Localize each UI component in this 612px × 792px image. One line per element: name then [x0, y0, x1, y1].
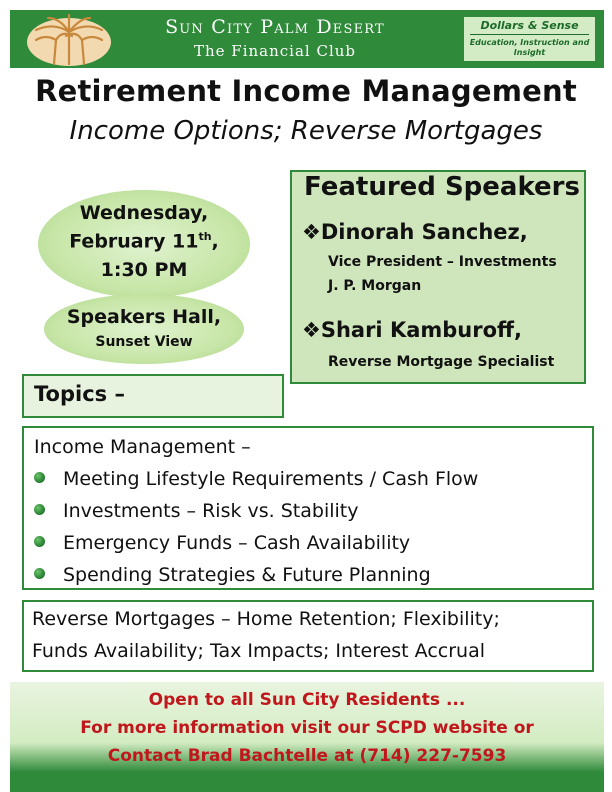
featured-speakers-box: [290, 170, 586, 384]
event-date-ellipse: [38, 190, 250, 298]
bullet-text: Emergency Funds – Cash Availability: [63, 532, 411, 554]
footer-banner: [10, 682, 604, 792]
club-subtitle: The Financial Club: [193, 42, 357, 60]
list-item: [34, 500, 358, 522]
event-date-end: ,: [211, 230, 219, 253]
event-place-sub: Sunset View: [95, 334, 193, 350]
topics-label: Topics –: [34, 382, 125, 406]
list-item: [34, 564, 431, 586]
page-title: Retirement Income Management: [35, 74, 577, 108]
footer-line-3: Contact Brad Bachtelle at (714) 227-7593: [107, 746, 507, 766]
bullet-icon: [34, 472, 45, 483]
footer-line-2: For more information visit our SCPD website or: [80, 718, 534, 738]
dollars-sense-badge: [462, 15, 597, 63]
speaker-name: ❖Dinorah Sanchez,: [302, 220, 528, 244]
header-banner: [10, 10, 604, 68]
topics-header-box: [22, 374, 284, 418]
event-date-suffix: th: [198, 230, 212, 243]
bullet-icon: [34, 536, 45, 547]
income-heading: Income Management –: [34, 436, 251, 458]
list-item: [34, 468, 478, 490]
page-subtitle: Income Options; Reverse Mortgages: [69, 116, 543, 146]
footer-line-1: Open to all Sun City Residents ...: [148, 690, 466, 710]
speaker-role: Vice President – Investments: [328, 254, 557, 270]
reverse-line-2: Funds Availability; Tax Impacts; Interest Accrual: [32, 640, 486, 662]
reverse-line-1: Reverse Mortgages – Home Retention; Flexibility;: [32, 608, 500, 630]
bullet-text: Investments – Risk vs. Stability: [63, 500, 359, 522]
event-date-main: February 11: [69, 230, 199, 253]
speaker-org: J. P. Morgan: [328, 278, 422, 294]
event-date: [38, 230, 250, 252]
speaker-role: Reverse Mortgage Specialist: [328, 354, 555, 370]
reverse-mortgages-box: [22, 600, 594, 672]
event-place-ellipse: [44, 294, 244, 364]
speakers-title: Featured Speakers: [304, 172, 580, 202]
income-management-box: [22, 426, 594, 590]
palm-trees-icon: [24, 14, 114, 66]
bullet-text: Spending Strategies & Future Planning: [63, 564, 431, 586]
badge-subtitle: Education, Instruction and Insight: [469, 38, 590, 57]
event-time: 1:30 PM: [100, 259, 188, 281]
badge-title: Dollars & Sense: [470, 19, 589, 35]
bullet-icon: [34, 568, 45, 579]
event-place: Speakers Hall,: [66, 306, 222, 328]
bullet-icon: [34, 504, 45, 515]
speaker-name: ❖Shari Kamburoff,: [302, 318, 523, 342]
event-day: Wednesday,: [79, 202, 209, 224]
club-name: Sun City Palm Desert: [165, 16, 385, 38]
list-item: [34, 532, 410, 554]
bullet-text: Meeting Lifestyle Requirements / Cash Flow: [63, 468, 479, 490]
